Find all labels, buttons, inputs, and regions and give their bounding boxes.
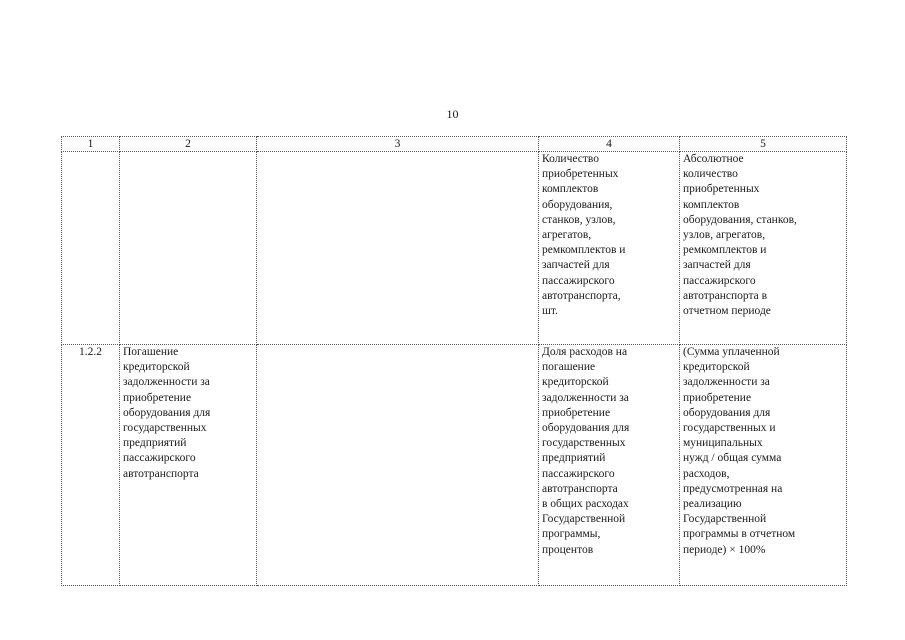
- header-col-3: 3: [257, 137, 539, 152]
- indicator-formula: (Сумма уплаченной кредиторской задолженности за приобретение оборудования для государственных и муниципальных нужд / общая сумма расходов, предусмотренная на реализацию Государственной программы в отчетном периоде) × 100%: [683, 346, 796, 556]
- event-name: Погашение кредиторской задолженности за приобретение оборудования для государственных предприятий пассажирского автотранспорта: [123, 346, 211, 480]
- indicator-name-cell: [539, 345, 680, 586]
- header-col-4: 4: [539, 137, 680, 152]
- indicator-formula-cell: [680, 152, 847, 345]
- header-col-5: 5: [680, 137, 847, 152]
- table-row: [62, 152, 847, 345]
- empty-cell: [257, 152, 539, 345]
- header-col-1: 1: [62, 137, 120, 152]
- indicator-formula-cell: [680, 345, 847, 586]
- indicator-name-cell: [539, 152, 680, 345]
- indicator-name: Доля расходов на погашение кредиторской задолженности за приобретение оборудования для государственных предприятий пассажирского автотранспорта в общих расходах Государственной программы, процентов: [542, 346, 630, 556]
- header-row: [62, 137, 847, 152]
- header-col-2: 2: [120, 137, 257, 152]
- table-row: [62, 345, 847, 586]
- page-number: 10: [446, 107, 459, 121]
- event-name-cell: [120, 152, 257, 345]
- indicator-table: [61, 136, 847, 586]
- empty-cell: [257, 345, 539, 586]
- row-number-cell: [62, 345, 120, 586]
- indicator-formula: Абсолютное количество приобретенных комплектов оборудования, станков, узлов, агрегатов, ремкомплектов и запчастей для пассажирского автотранспорта в отчетном периоде: [683, 153, 797, 318]
- row-number-cell: [62, 152, 120, 345]
- indicator-name: Количество приобретенных комплектов оборудования, станков, узлов, агрегатов, ремкомплектов и запчастей для пассажирского автотранспорта, шт.: [542, 153, 626, 318]
- row-number: 1.2.2: [79, 346, 102, 358]
- event-name-cell: [120, 345, 257, 586]
